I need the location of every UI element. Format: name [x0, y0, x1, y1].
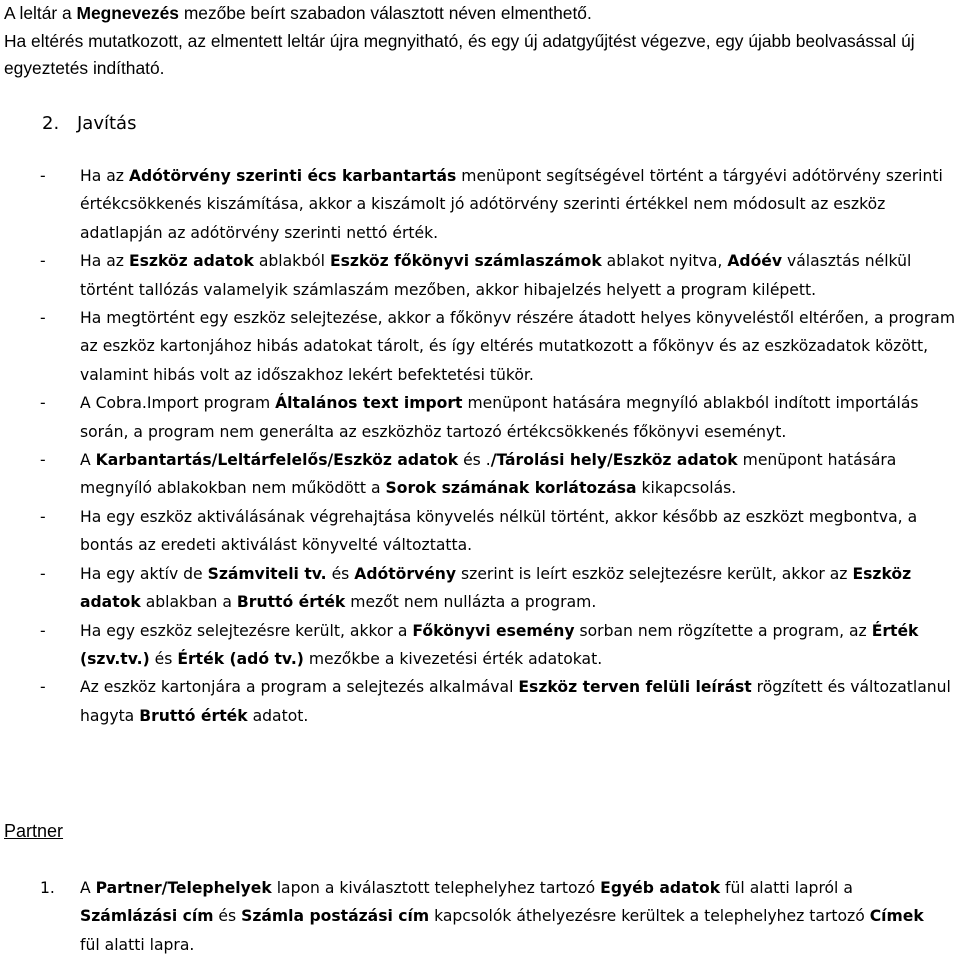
bold-term: Érték (szv.tv.)	[80, 621, 919, 668]
item-text: ablakot nyitva,	[601, 252, 728, 271]
partner-list-item	[0, 874, 940, 959]
item-text: kapcsolók áthelyezésre kerültek a telephelyhez tartozó	[429, 907, 870, 926]
item-text: A	[80, 451, 96, 470]
bold-term: Partner/Telephelyek	[95, 879, 272, 897]
item-text: sorban nem rögzítette a program, az	[574, 621, 872, 640]
bold-term: Adótörvény	[354, 564, 457, 583]
item-text: Ha az	[80, 252, 129, 271]
intro-text: mezőbe beírt szabadon választott néven elmenthető.	[178, 3, 592, 23]
bold-term: /Tárolási hely/Eszköz adatok	[490, 451, 738, 470]
bold-term: Számviteli tv.	[207, 564, 327, 583]
bullet-dash: -	[40, 309, 46, 328]
intro-text: A leltár a	[4, 3, 77, 23]
item-text: Ha megtörtént egy eszköz selejtezése, akkor a főkönyv részére átadott helyes könyveléstől eltérően, a program az eszköz kartonjához hibás adatokat tárolt, és így eltérés mutatkozott a főkönyv és az eszközadatok között, valamint hibás volt az időszakhoz lekért befektetési tükör.	[80, 309, 956, 384]
fix-list	[0, 162, 960, 730]
intro-line-1	[4, 0, 954, 28]
bullet-dash: -	[40, 678, 46, 697]
list-item	[0, 389, 960, 446]
list-item	[0, 617, 960, 674]
item-text: adatot.	[247, 706, 309, 725]
item-text: Ha egy aktív de	[80, 564, 208, 583]
bold-term: Általános text import	[275, 394, 463, 413]
item-text: és .	[458, 451, 491, 470]
partner-heading: Partner	[4, 821, 64, 841]
item-text: mezőt nem nullázta a program.	[345, 593, 597, 612]
list-item-text	[80, 389, 960, 446]
bold-term: Eszköz adatok	[128, 252, 254, 271]
item-text: A	[80, 879, 96, 897]
item-text: kikapcsolás.	[636, 479, 737, 498]
item-text: ablakban a	[140, 593, 237, 612]
list-item-text	[80, 247, 960, 304]
item-text: A Cobra.Import program	[80, 394, 276, 413]
bold-term: Számla postázási cím	[241, 907, 430, 926]
bold-term: Érték (adó tv.)	[177, 649, 304, 668]
item-text: Az eszköz kartonjára a program a selejtezés alkalmával	[80, 678, 519, 697]
item-text: menüpont hatására megnyíló ablakokban nem működött a	[80, 451, 897, 498]
item-text: és	[213, 907, 242, 926]
list-item-text	[80, 673, 960, 730]
list-item	[0, 162, 960, 247]
bold-term: Karbantartás/Leltárfelelős/Eszköz adatok	[95, 451, 459, 470]
section-title: Javítás	[77, 113, 137, 134]
bullet-dash: -	[40, 451, 46, 470]
list-item-text	[80, 560, 960, 617]
bold-term: Adóév	[727, 252, 783, 271]
bold-term: Egyéb adatok	[600, 879, 721, 897]
list-item-text	[80, 446, 960, 503]
bullet-dash: -	[40, 621, 46, 640]
section-number: 2.	[42, 113, 60, 134]
bold-term: Számlázási cím	[80, 907, 214, 926]
item-text: fül alatti lapról a	[720, 879, 853, 897]
bold-term: Címek	[869, 907, 924, 926]
partner-list	[0, 874, 960, 959]
list-item	[0, 503, 960, 560]
list-item	[0, 560, 960, 617]
bold-term: Főkönyvi esemény	[412, 621, 575, 640]
item-text: menüpont hatására megnyíló ablakból indított importálás során, a program nem generálta az eszközhöz tartozó értékcsökkenés főkönyvi eseményt.	[80, 394, 919, 441]
intro-line-2: Ha eltérés mutatkozott, az elmentett leltár újra megnyitható, és egy új adatgyűjtést végezve, egy újabb beolvasással új egyeztetés indítható.	[4, 30, 915, 78]
item-text: Ha az	[80, 167, 129, 185]
item-text: menüpont segítségével történt a tárgyévi adótörvény szerinti értékcsökkenés kiszámítása, akkor a kiszámolt jó adótörvény szerinti értékkel nem módosult az eszköz adatlapján az adótörvény szerinti nettó érték.	[80, 167, 943, 242]
section-heading-javitas	[42, 111, 136, 137]
item-text: rögzített és változatlanul hagyta	[80, 678, 951, 725]
item-text: ablakból	[253, 252, 330, 271]
list-item-text	[80, 617, 960, 674]
bold-term: Eszköz adatok	[80, 564, 912, 612]
bold-term: Bruttó érték	[139, 706, 248, 725]
item-number: 1.	[40, 879, 55, 897]
bold-term: Adótörvény szerinti écs karbantartás	[128, 167, 457, 185]
bullet-dash: -	[40, 507, 46, 526]
bold-term: Eszköz terven felüli leírást	[518, 678, 752, 697]
item-text: lapon a kiválasztott telephelyhez tartozó	[271, 879, 601, 897]
list-item-text	[80, 503, 960, 560]
bold-term: Eszköz főkönyvi számlaszámok	[329, 252, 602, 271]
list-item-text	[80, 304, 960, 389]
intro-paragraph	[4, 0, 954, 83]
list-item-text	[80, 879, 924, 954]
item-text: választás nélkül történt tallózás valamelyik számlaszám mezőben, akkor hibajelzés helyett a program kilépett.	[80, 252, 912, 299]
item-text: szerint is leírt eszköz selejtezésre került, akkor az	[456, 564, 853, 583]
bullet-dash: -	[40, 564, 46, 583]
item-text: mezőkbe a kivezetési érték adatokat.	[303, 649, 603, 668]
bold-term: Sorok számának korlátozása	[385, 479, 637, 498]
bold-term: Bruttó érték	[236, 593, 346, 612]
list-item	[0, 247, 960, 304]
field-name-megnevezes: Megnevezés	[76, 3, 179, 23]
item-text: Ha egy eszköz aktiválásának végrehajtása könyvelés nélkül történt, akkor később az eszközt megbontva, a bontás az eredeti aktiválást könyvelté változtatta.	[80, 507, 918, 555]
bullet-dash: -	[40, 394, 46, 413]
bullet-dash: -	[40, 167, 46, 185]
bullet-dash: -	[40, 252, 46, 271]
item-text: és	[149, 649, 178, 668]
item-text: Ha egy eszköz selejtezésre került, akkor a	[80, 621, 413, 640]
item-text: fül alatti lapra.	[80, 935, 195, 954]
list-item-text	[80, 162, 960, 247]
list-item	[0, 446, 960, 503]
list-item	[0, 304, 960, 389]
item-text: és	[326, 564, 355, 583]
list-item	[0, 673, 960, 730]
